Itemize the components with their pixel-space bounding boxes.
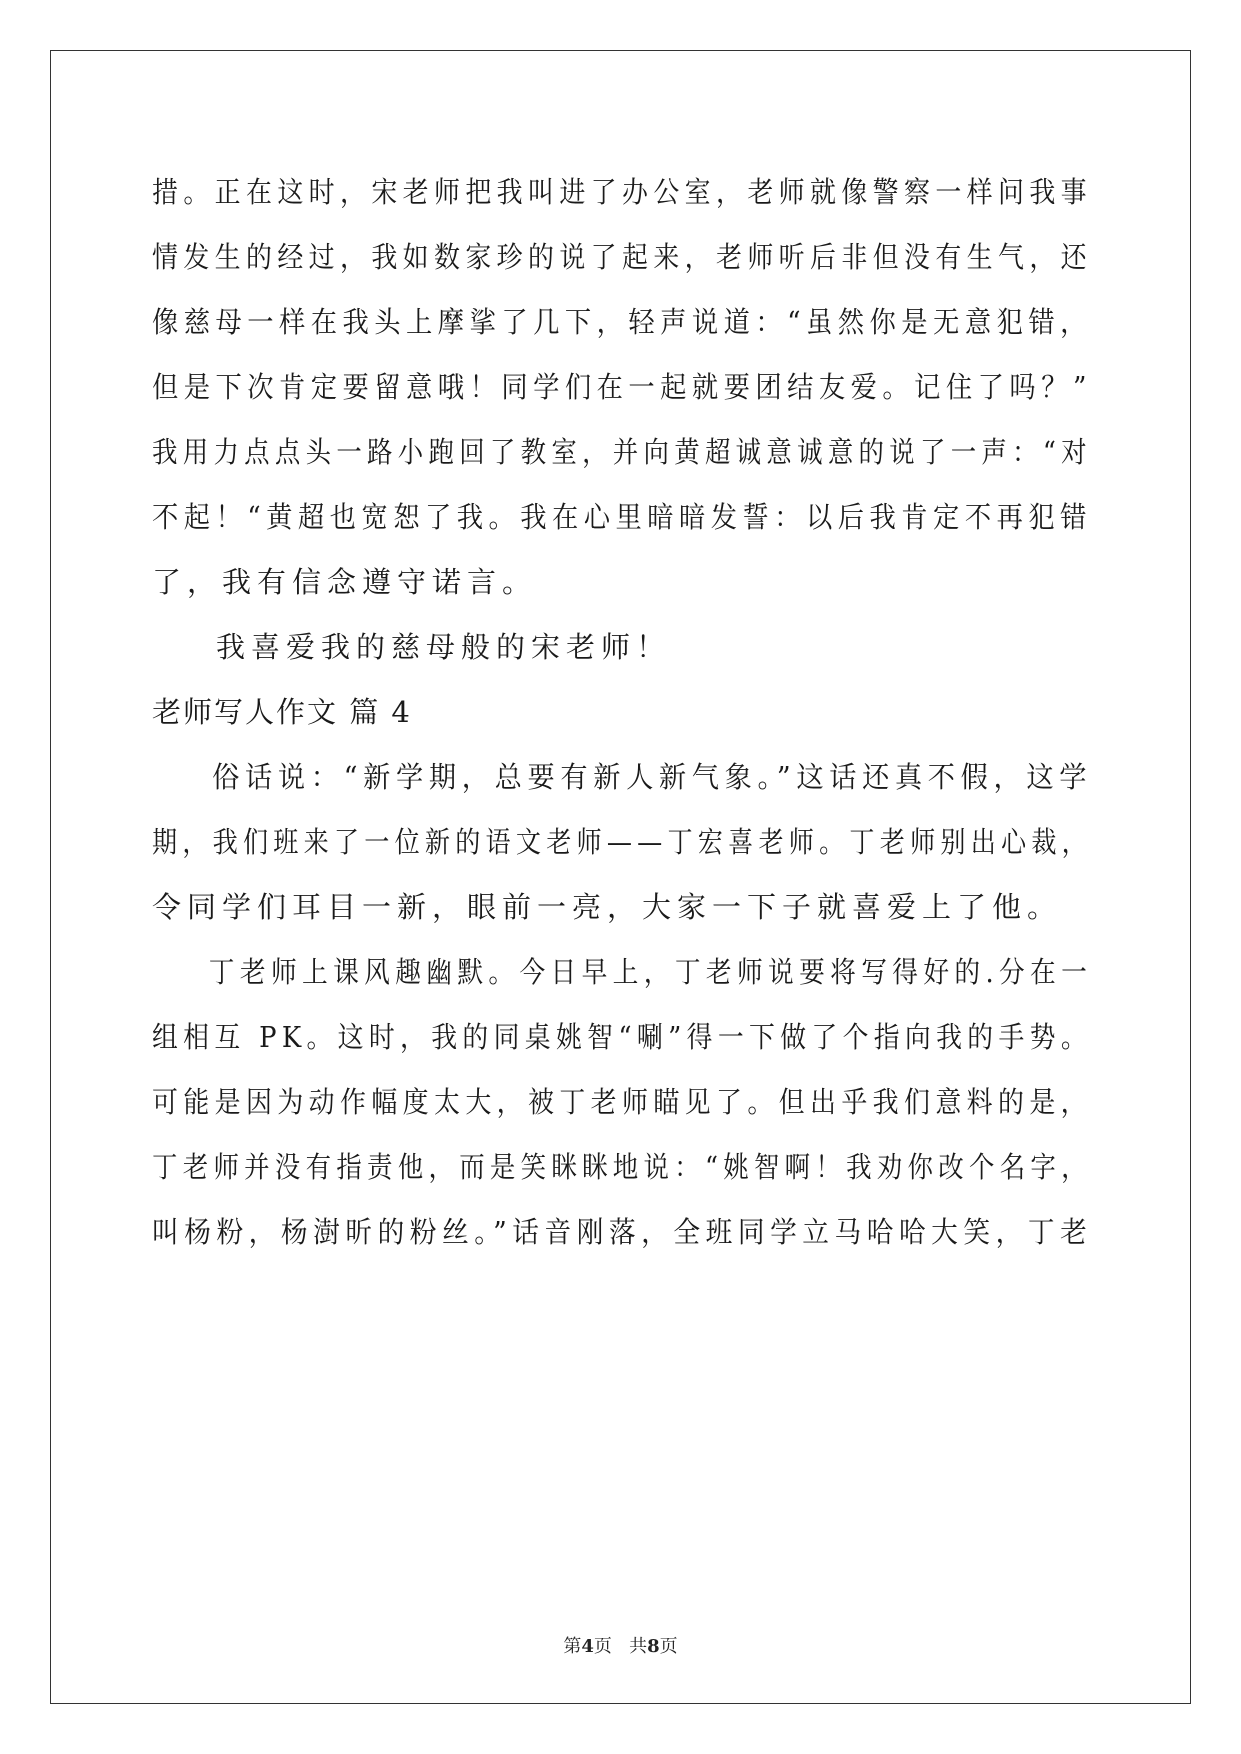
text-line: 措。正在这时，宋老师把我叫进了办公室，老师就像警察一样问我事 xyxy=(152,175,1093,209)
text-line: 可能是因为动作幅度太大，被丁老师瞄见了。但出乎我们意料的是， xyxy=(152,1085,1093,1119)
text-line: 令同学们耳目一新，眼前一亮，大家一下子就喜爱上了他。 xyxy=(152,890,1063,924)
text-line: 但是下次肯定要留意哦！同学们在一起就要团结友爱。记住了吗？” xyxy=(152,370,1092,404)
text-line: 不起！“黄超也宽恕了我。我在心里暗暗发誓：以后我肯定不再犯错 xyxy=(152,500,1092,534)
footer-suffix: 页 xyxy=(659,1636,678,1657)
section-heading: 老师写人作文 篇 4 xyxy=(152,695,412,729)
text-line: 了，我有信念遵守诺言。 xyxy=(152,565,538,599)
footer-mid: 页 共 xyxy=(593,1636,648,1657)
text-line: 组相互 PK。这时，我的同桌姚智“唰”得一下做了个指向我的手势。 xyxy=(152,1020,1093,1054)
footer-total-pages: 8 xyxy=(647,1636,660,1657)
document-body xyxy=(152,160,1092,1265)
text-line: 期，我们班来了一位新的语文老师——丁宏喜老师。丁老师别出心裁， xyxy=(152,825,1093,859)
text-line: 情发生的经过，我如数家珍的说了起来，老师听后非但没有生气，还 xyxy=(152,240,1093,274)
text-line: 我用力点点头一路小跑回了教室，并向黄超诚意诚意的说了一声：“对 xyxy=(152,435,1092,469)
text-line: 丁老师上课风趣幽默。今日早上，丁老师说要将写得好的.分在一 xyxy=(208,955,1093,989)
text-line: 像慈母一样在我头上摩挲了几下，轻声说道：“虽然你是无意犯错， xyxy=(152,305,1092,339)
text-line: 俗话说：“新学期，总要有新人新气象。”这话还真不假，这学 xyxy=(212,760,1093,794)
page-footer xyxy=(0,1632,1241,1658)
text-line: 叫杨粉，杨澍昕的粉丝。”话音刚落，全班同学立马哈哈大笑，丁老 xyxy=(152,1215,1093,1249)
footer-prefix: 第 xyxy=(563,1636,582,1657)
text-line: 丁老师并没有指责他，而是笑眯眯地说：“姚智啊！我劝你改个名字， xyxy=(152,1150,1092,1184)
text-line: 我喜爱我的慈母般的宋老师！ xyxy=(216,630,672,664)
footer-current-page: 4 xyxy=(581,1636,594,1657)
